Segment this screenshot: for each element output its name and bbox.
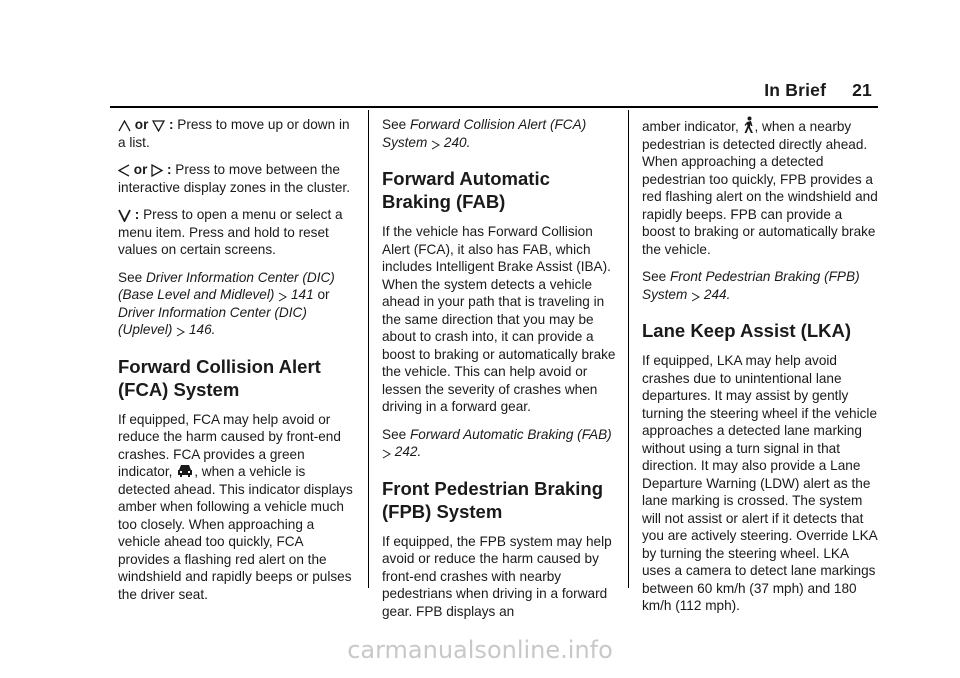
left-arrow-icon bbox=[118, 164, 130, 177]
page-reference[interactable]: 244 bbox=[703, 286, 727, 302]
text: , when a vehicle is detected ahead. This indicator displays amber when following a vehicle much too closely. When approaching a vehicle ahead too quickly, FCA provides a flashing red alert on the windshield and rapidly beeps or pulses the driver seat. bbox=[118, 464, 353, 602]
paragraph: If equipped, the FPB system may help avoid or reduce the harm caused by front-end crashes with nearby pedestrians when driving in a forward gear. FPB displays an bbox=[382, 533, 612, 619]
paragraph bbox=[118, 161, 354, 196]
paragraph bbox=[642, 116, 878, 258]
right-arrow-icon bbox=[151, 164, 163, 177]
up-arrow-icon bbox=[118, 120, 131, 132]
column-divider bbox=[628, 110, 629, 588]
paragraph: If equipped, LKA may help avoid crashes due to unintentional lane departures. It may assist by gently turning the steering wheel if the vehicle approaches a detected lane marking without using a turn signal in that direction. It may also provide a Lane Departure Warning (LDW) alert as the lane marking is crossed. The system will not assist or alert if it detects that you are actively steering. Override LKA by turning the steering wheel. LKA uses a camera to detect lane markings between 60 km/h (37 mph) and 180 km/h (112 mph). bbox=[642, 353, 878, 613]
paragraph bbox=[118, 116, 354, 151]
page-ref-arrow-icon bbox=[431, 140, 440, 150]
section-heading: Lane Keep Assist (LKA) bbox=[642, 320, 852, 341]
colon: : bbox=[168, 117, 174, 132]
or-label: or bbox=[134, 117, 149, 132]
checkmark-icon bbox=[118, 209, 131, 222]
paragraph: See Forward Automatic Braking (FAB) 242. bbox=[382, 426, 612, 459]
see-label: See bbox=[118, 269, 143, 285]
section-heading: Forward Automatic Braking (FAB) bbox=[382, 168, 550, 212]
paragraph: See Forward Collision Alert (FCA) System 240. bbox=[382, 117, 587, 150]
text: , when a nearby pedestrian is detected directly ahead. When approaching a detected pedestrian too quickly, FPB provides a red flashing alert on the windshield and rapidly beeps. FPB can provide a boost to braking or automatically brake the vehicle. bbox=[642, 119, 878, 257]
page-ref-arrow-icon bbox=[691, 292, 700, 302]
column-3 bbox=[642, 114, 878, 625]
or-label: or bbox=[133, 162, 148, 177]
see-label: See bbox=[382, 426, 407, 442]
page-reference[interactable]: 146 bbox=[188, 322, 212, 337]
cross-reference-link[interactable]: Driver Information Center (DIC) (Uplevel) bbox=[118, 304, 307, 337]
cross-reference-link[interactable]: Forward Automatic Braking (FAB) bbox=[409, 426, 612, 442]
or-label: or bbox=[317, 287, 330, 302]
page-ref-arrow-icon bbox=[382, 449, 391, 459]
text: amber indicator, bbox=[642, 119, 739, 134]
see-label: See bbox=[642, 269, 667, 284]
page-reference[interactable]: 141 bbox=[290, 287, 314, 302]
paragraph: See Front Pedestrian Braking (FPB) System 244. bbox=[642, 269, 860, 302]
page-ref-arrow-icon bbox=[176, 327, 185, 337]
paragraph: See Driver Information Center (DIC) (Base Level and Midlevel) 141 or Driver Information Center (DIC) (Uplevel) 146. bbox=[118, 269, 335, 337]
page-header bbox=[764, 80, 872, 101]
text: Press to move between the interactive display zones in the cluster. bbox=[118, 162, 350, 195]
text: Press to open a menu or select a menu item. Press and hold to reset values on certain screens. bbox=[118, 207, 343, 257]
pedestrian-icon bbox=[743, 116, 755, 134]
header-rule bbox=[110, 106, 878, 108]
page-reference[interactable]: 240 bbox=[443, 134, 467, 150]
down-arrow-icon bbox=[152, 120, 165, 132]
page-reference[interactable]: 242 bbox=[394, 444, 418, 459]
page-number: 21 bbox=[852, 80, 872, 100]
paragraph bbox=[118, 206, 354, 259]
see-label: See bbox=[382, 117, 407, 132]
cross-reference-link[interactable]: Front Pedestrian Braking (FPB) System bbox=[642, 269, 860, 302]
colon: : bbox=[166, 162, 172, 177]
watermark: carmanualsonline.info bbox=[347, 636, 613, 664]
section-heading: Forward Collision Alert (FCA) System bbox=[118, 355, 321, 400]
section-heading: Front Pedestrian Braking (FPB) System bbox=[382, 477, 604, 522]
column-2 bbox=[382, 114, 618, 630]
text: Press to move up or down in a list. bbox=[118, 117, 350, 150]
paragraph bbox=[118, 411, 354, 604]
colon: : bbox=[134, 207, 140, 222]
section-title: In Brief bbox=[764, 80, 827, 100]
column-1 bbox=[118, 114, 354, 613]
page-ref-arrow-icon bbox=[278, 292, 287, 302]
text: If equipped, FCA may help avoid or reduce the harm caused by front-end crashes. FCA provides a green indicator, bbox=[118, 411, 341, 479]
column-divider bbox=[368, 110, 369, 588]
paragraph: If the vehicle has Forward Collision Alert (FCA), it also has FAB, which includes Intelligent Brake Assist (IBA). When the system detects a vehicle ahead in your path that is traveling in the same direction that you may be about to crash into, it can provide a boost to braking or automatically brake the vehicle. This can help avoid or lessen the severity of crashes when driving in a forward gear. bbox=[382, 224, 616, 414]
cross-reference-link[interactable]: Forward Collision Alert (FCA) System bbox=[382, 117, 587, 150]
cross-reference-link[interactable]: Driver Information Center (DIC) (Base Level and Midlevel) bbox=[118, 269, 335, 302]
vehicle-ahead-icon bbox=[176, 463, 194, 479]
